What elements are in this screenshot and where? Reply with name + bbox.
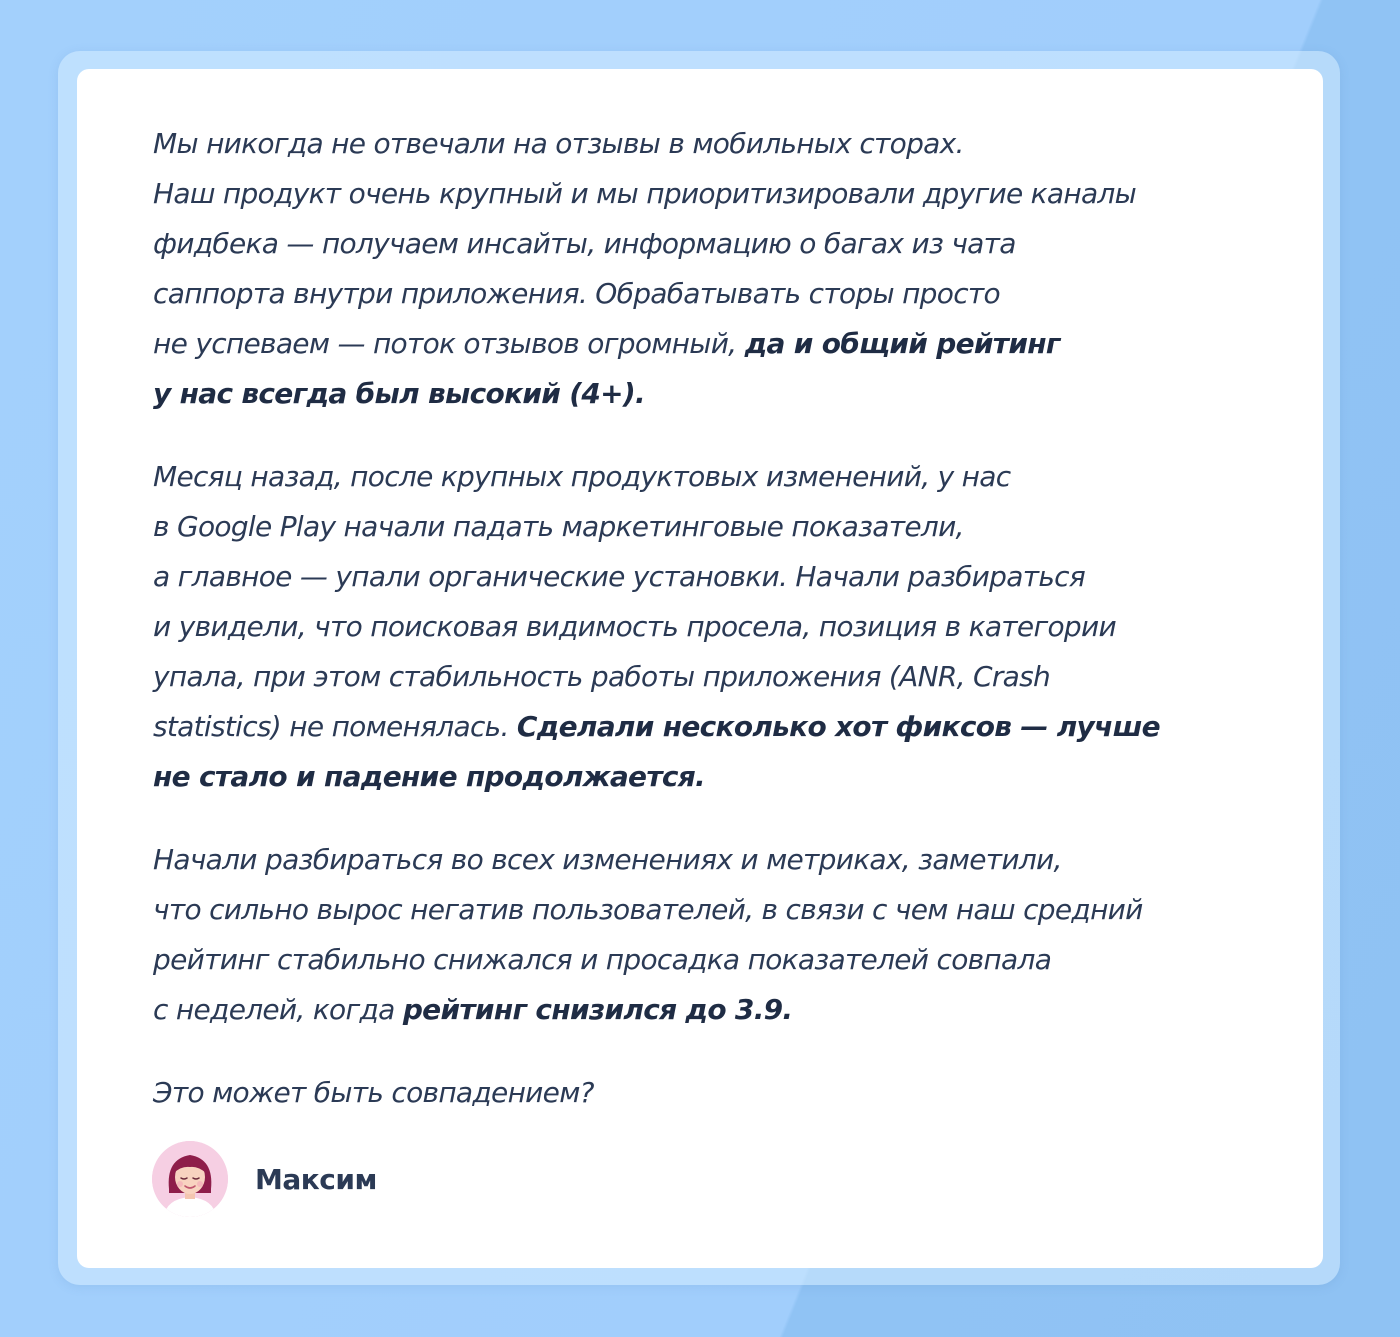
body-text: Месяц назад, после крупных продуктовых изменений, у нас (153, 460, 1011, 493)
text-line (153, 885, 1283, 935)
woman-avatar-icon (152, 1141, 228, 1217)
emphasis-text: да и общий рейтинг (744, 327, 1060, 360)
body-text: а главное — упали органические установки. Начали разбираться (153, 560, 1085, 593)
text-line (153, 702, 1283, 752)
body-text: с неделей, когда (153, 993, 403, 1026)
body-text: фидбека — получаем инсайты, информацию о багах из чата (153, 227, 1016, 260)
emphasis-text: у нас всегда был высокий (4+). (153, 377, 645, 410)
body-text: Мы никогда не отвечали на отзывы в мобильных сторах. (153, 127, 964, 160)
text-line (153, 552, 1283, 602)
text-line (153, 119, 1283, 169)
emphasis-text: рейтинг снизился до 3.9. (402, 993, 793, 1026)
text-line (153, 452, 1283, 502)
body-text: упала, при этом стабильность работы приложения (ANR, Crash (153, 660, 1051, 693)
text-line (153, 835, 1283, 885)
body-text: не успеваем — поток отзывов огромный, (153, 327, 745, 360)
body-text: и увидели, что поисковая видимость просела, позиция в категории (153, 610, 1116, 643)
text-line (153, 502, 1283, 552)
body-text: что сильно вырос негатив пользователей, в связи с чем наш средний (153, 893, 1143, 926)
author-name: Максим (255, 1162, 377, 1196)
body-text: Это может быть совпадением? (153, 1076, 594, 1109)
text-line (153, 752, 1283, 802)
body-text: Наш продукт очень крупный и мы приоритизировали другие каналы (153, 177, 1137, 210)
author-block (152, 1141, 377, 1217)
text-line (153, 652, 1283, 702)
body-text: рейтинг стабильно снижался и просадка показателей совпала (153, 943, 1052, 976)
body-text: Начали разбираться во всех изменениях и метриках, заметили, (153, 843, 1062, 876)
emphasis-text: Сделали несколько хот фиксов — лучше (516, 710, 1160, 743)
text-line (153, 985, 1283, 1035)
text-line (153, 602, 1283, 652)
paragraph (153, 119, 1283, 419)
quote-text (153, 119, 1283, 1118)
paragraph (153, 1068, 1283, 1118)
text-line (153, 369, 1283, 419)
paragraph (153, 835, 1283, 1035)
text-line (153, 319, 1283, 369)
paragraph (153, 452, 1283, 802)
body-text: в Google Play начали падать маркетинговые показатели, (153, 510, 964, 543)
body-text: саппорта внутри приложения. Обрабатывать сторы просто (153, 277, 1000, 310)
text-line (153, 219, 1283, 269)
text-line (153, 1068, 1283, 1118)
emphasis-text: не стало и падение продолжается. (153, 760, 705, 793)
body-text: statistics) не поменялась. (153, 710, 517, 743)
text-line (153, 269, 1283, 319)
text-line (153, 169, 1283, 219)
text-line (153, 935, 1283, 985)
quote-card (77, 69, 1323, 1268)
